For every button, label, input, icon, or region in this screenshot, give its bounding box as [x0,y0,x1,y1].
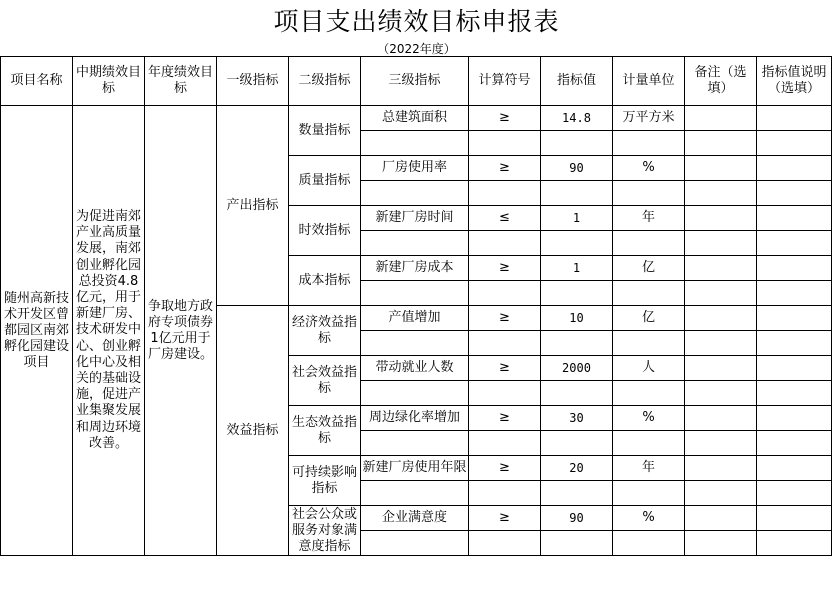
empty-cell [361,431,469,456]
header-cell: 指标值说明（选填） [757,57,832,106]
indicator-name: 产值增加 [361,306,469,331]
indicator-symbol: ≥ [469,406,541,431]
level2-cell: 经济效益指标 [289,306,361,356]
empty-cell [757,381,832,406]
empty-cell [685,331,757,356]
empty-cell [541,331,613,356]
indicator-value: 10 [541,306,613,331]
indicator-unit: 万平方米 [613,106,685,131]
empty-cell [613,131,685,156]
header-cell: 三级指标 [361,57,469,106]
indicator-symbol: ≥ [469,106,541,131]
indicator-name: 厂房使用率 [361,156,469,181]
indicator-unit: % [613,406,685,431]
value-note-cell [757,356,832,381]
empty-cell [469,281,541,306]
empty-cell [361,331,469,356]
remark-cell [685,306,757,331]
indicator-name: 企业满意度 [361,506,469,531]
indicator-symbol: ≥ [469,256,541,281]
remark-cell [685,456,757,481]
empty-cell [757,131,832,156]
project-name-cell: 随州高新技术开发区曾都园区南郊孵化园建设项目 [1,106,73,556]
empty-cell [469,481,541,506]
level2-cell: 社会效益指标 [289,356,361,406]
level2-cell: 成本指标 [289,256,361,306]
header-cell: 计算符号 [469,57,541,106]
level2-cell: 质量指标 [289,156,361,206]
empty-cell [361,381,469,406]
empty-cell [541,281,613,306]
header-cell: 指标值 [541,57,613,106]
indicator-unit: 亿 [613,256,685,281]
indicator-name: 周边绿化率增加 [361,406,469,431]
value-note-cell [757,156,832,181]
indicator-name: 带动就业人数 [361,356,469,381]
annual-goal-cell: 争取地方政府专项债券1亿元用于厂房建设。 [145,106,217,556]
value-note-cell [757,306,832,331]
indicator-unit: % [613,156,685,181]
level2-cell: 社会公众或服务对象满意度指标 [289,506,361,556]
empty-cell [685,531,757,556]
indicator-symbol: ≥ [469,306,541,331]
indicator-value: 30 [541,406,613,431]
indicator-symbol: ≥ [469,456,541,481]
performance-table [0,56,832,556]
indicator-symbol: ≤ [469,206,541,231]
header-cell: 项目名称 [1,57,73,106]
empty-cell [685,281,757,306]
remark-cell [685,206,757,231]
empty-cell [361,281,469,306]
empty-cell [685,481,757,506]
empty-cell [757,531,832,556]
level1-output-cell: 产出指标 [217,106,289,306]
empty-cell [541,231,613,256]
form-title: 项目支出绩效目标申报表 [273,7,560,36]
indicator-unit: 年 [613,206,685,231]
empty-cell [541,181,613,206]
level2-cell: 生态效益指标 [289,406,361,456]
empty-cell [613,481,685,506]
header-cell: 一级指标 [217,57,289,106]
empty-cell [613,181,685,206]
indicator-value: 20 [541,456,613,481]
empty-cell [685,231,757,256]
indicator-value: 2000 [541,356,613,381]
indicator-name: 新建厂房时间 [361,206,469,231]
empty-cell [613,331,685,356]
indicator-value: 90 [541,156,613,181]
empty-cell [361,231,469,256]
empty-cell [541,381,613,406]
empty-cell [469,131,541,156]
empty-cell [361,481,469,506]
empty-cell [541,431,613,456]
indicator-unit: 亿 [613,306,685,331]
remark-cell [685,356,757,381]
indicator-symbol: ≥ [469,506,541,531]
empty-cell [361,131,469,156]
empty-cell [685,431,757,456]
empty-cell [757,481,832,506]
empty-cell [361,181,469,206]
empty-cell [541,481,613,506]
empty-cell [469,231,541,256]
empty-cell [469,431,541,456]
year-note: （2022年度） [377,41,456,56]
remark-cell [685,256,757,281]
indicator-value: 90 [541,506,613,531]
level2-cell: 可持续影响指标 [289,456,361,506]
empty-cell [613,431,685,456]
remark-cell [685,506,757,531]
empty-cell [469,331,541,356]
header-cell: 计量单位 [613,57,685,106]
empty-cell [541,131,613,156]
indicator-unit: % [613,506,685,531]
mid-term-goal-cell: 为促进南郊产业高质量发展，南郊创业孵化园总投资4.8亿元，用于新建厂房、技术研发中心、创业孵化中心及相关的基础设施，促进产业集聚发展和周边环境改善。 [73,106,145,556]
empty-cell [541,531,613,556]
header-row [1,57,832,106]
indicator-name: 新建厂房成本 [361,256,469,281]
remark-cell [685,406,757,431]
table-row [1,106,832,131]
value-note-cell [757,256,832,281]
empty-cell [757,231,832,256]
level1-benefit-cell: 效益指标 [217,306,289,556]
indicator-value: 1 [541,256,613,281]
empty-cell [757,431,832,456]
value-note-cell [757,206,832,231]
empty-cell [613,381,685,406]
indicator-symbol: ≥ [469,156,541,181]
indicator-unit: 年 [613,456,685,481]
indicator-symbol: ≥ [469,356,541,381]
remark-cell [685,156,757,181]
value-note-cell [757,406,832,431]
empty-cell [469,381,541,406]
empty-cell [469,181,541,206]
header-cell: 中期绩效目标 [73,57,145,106]
indicator-unit: 人 [613,356,685,381]
indicator-name: 总建筑面积 [361,106,469,131]
empty-cell [685,131,757,156]
level2-cell: 数量指标 [289,106,361,156]
indicator-value: 14.8 [541,106,613,131]
indicator-value: 1 [541,206,613,231]
empty-cell [685,381,757,406]
value-note-cell [757,106,832,131]
empty-cell [757,281,832,306]
empty-cell [685,181,757,206]
empty-cell [613,281,685,306]
empty-cell [757,181,832,206]
empty-cell [613,531,685,556]
empty-cell [613,231,685,256]
header-cell: 二级指标 [289,57,361,106]
remark-cell [685,106,757,131]
header-cell: 备注（选填） [685,57,757,106]
level2-cell: 时效指标 [289,206,361,256]
value-note-cell [757,506,832,531]
indicator-name: 新建厂房使用年限 [361,456,469,481]
value-note-cell [757,456,832,481]
empty-cell [469,531,541,556]
header-cell: 年度绩效目标 [145,57,217,106]
empty-cell [361,531,469,556]
empty-cell [757,331,832,356]
